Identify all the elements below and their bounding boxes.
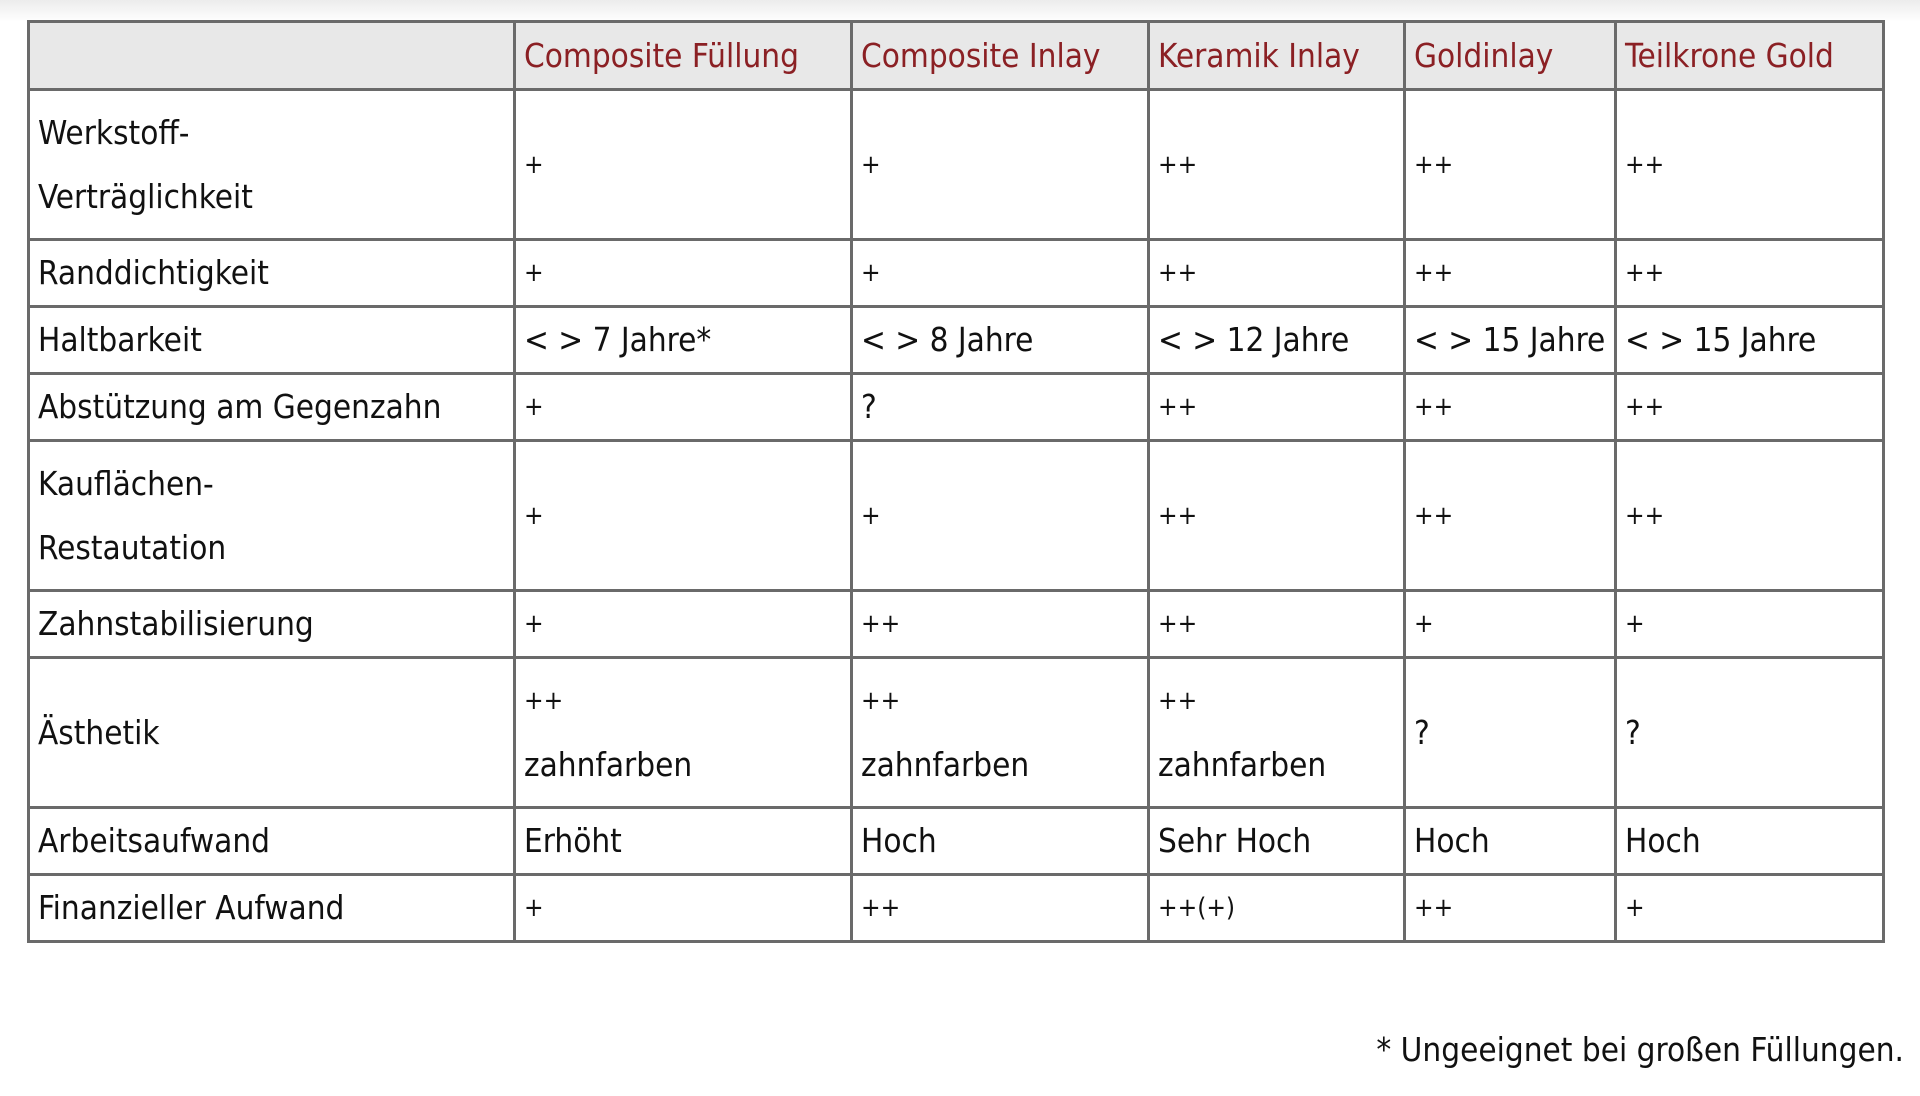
table-cell: < > 8 Jahre [852,307,1149,374]
table-cell: ++ [1616,240,1884,307]
table-cell [515,658,852,808]
row-label [29,591,515,658]
table-cell: ++ [1405,240,1616,307]
row-label [29,307,515,374]
column-header: Teilkrone Gold [1616,22,1884,90]
table-cell: + [852,441,1149,591]
table-cell: < > 15 Jahre [1405,307,1616,374]
row-label-line: Arbeitsaufwand [38,821,270,860]
top-shadow [0,0,1920,22]
table-row [29,307,1884,374]
table-cell: ++ [1149,90,1405,240]
table-row [29,658,1884,808]
table-cell: ++ [1616,441,1884,591]
table-cell: + [1616,875,1884,942]
table-cell: + [515,240,852,307]
table-cell: + [852,90,1149,240]
row-label-line: Haltbarkeit [38,320,202,359]
comparison-table [27,20,1885,943]
row-label-line: Verträglichkeit [38,176,253,216]
table-cell: ++ [1149,240,1405,307]
table-cell: < > 15 Jahre [1616,307,1884,374]
row-label-line: Abstützung am Gegenzahn [38,387,442,426]
table-cell: + [515,875,852,942]
cell-line: zahnfarben [524,744,693,784]
table-row [29,240,1884,307]
table-cell: Sehr Hoch [1149,808,1405,875]
table-row [29,441,1884,591]
table-cell: ? [1405,658,1616,808]
table-cell [852,658,1149,808]
table-cell: + [515,90,852,240]
row-label [29,808,515,875]
cell-line: ++ [524,685,564,716]
table-cell: ++ [852,875,1149,942]
row-label [29,240,515,307]
header-row [29,22,1884,90]
row-label-line: Kauflächen- [38,463,214,503]
footnote: * Ungeeignet bei großen Füllungen. [1376,1030,1904,1069]
row-label-line: Randdichtigkeit [38,253,269,292]
table-cell: ? [1616,658,1884,808]
cell-line: zahnfarben [861,744,1030,784]
column-header [29,22,515,90]
table-cell: Hoch [1405,808,1616,875]
table-row [29,875,1884,942]
table-cell: ++ [1149,591,1405,658]
table-cell: + [852,240,1149,307]
table-cell: ++ [1149,374,1405,441]
table-cell: Hoch [852,808,1149,875]
row-label-line: Zahnstabilisierung [38,604,314,643]
row-label-line: Finanzieller Aufwand [38,888,345,927]
cell-line: zahnfarben [1158,744,1327,784]
column-header: Composite Inlay [852,22,1149,90]
row-label [29,374,515,441]
table-cell: + [515,374,852,441]
row-label [29,875,515,942]
row-label-line: Restautation [38,527,227,567]
column-header: Goldinlay [1405,22,1616,90]
table-cell: Hoch [1616,808,1884,875]
table-cell: + [1405,591,1616,658]
table-row [29,808,1884,875]
table-cell: ++ [1405,90,1616,240]
table-cell: ++ [1405,374,1616,441]
row-label [29,441,515,591]
table-cell: + [515,591,852,658]
table-cell: ++(+) [1149,875,1405,942]
cell-line: ++ [861,685,901,716]
table-cell [1149,658,1405,808]
table-cell: + [1616,591,1884,658]
table-cell: ++ [1616,374,1884,441]
table-cell: ? [852,374,1149,441]
table-cell: < > 7 Jahre* [515,307,852,374]
row-label-line: Ästhetik [38,712,160,752]
table-cell: ++ [852,591,1149,658]
row-label [29,90,515,240]
row-label-line: Werkstoff- [38,112,190,152]
table-cell: ++ [1405,875,1616,942]
table-row [29,90,1884,240]
table-cell: Erhöht [515,808,852,875]
table-cell: ++ [1616,90,1884,240]
table-cell: ++ [1405,441,1616,591]
cell-line: ++ [1158,685,1198,716]
table-cell: ++ [1149,441,1405,591]
table-cell: + [515,441,852,591]
column-header: Keramik Inlay [1149,22,1405,90]
row-label [29,658,515,808]
table-row [29,591,1884,658]
column-header: Composite Füllung [515,22,852,90]
table-cell: < > 12 Jahre [1149,307,1405,374]
table-row [29,374,1884,441]
